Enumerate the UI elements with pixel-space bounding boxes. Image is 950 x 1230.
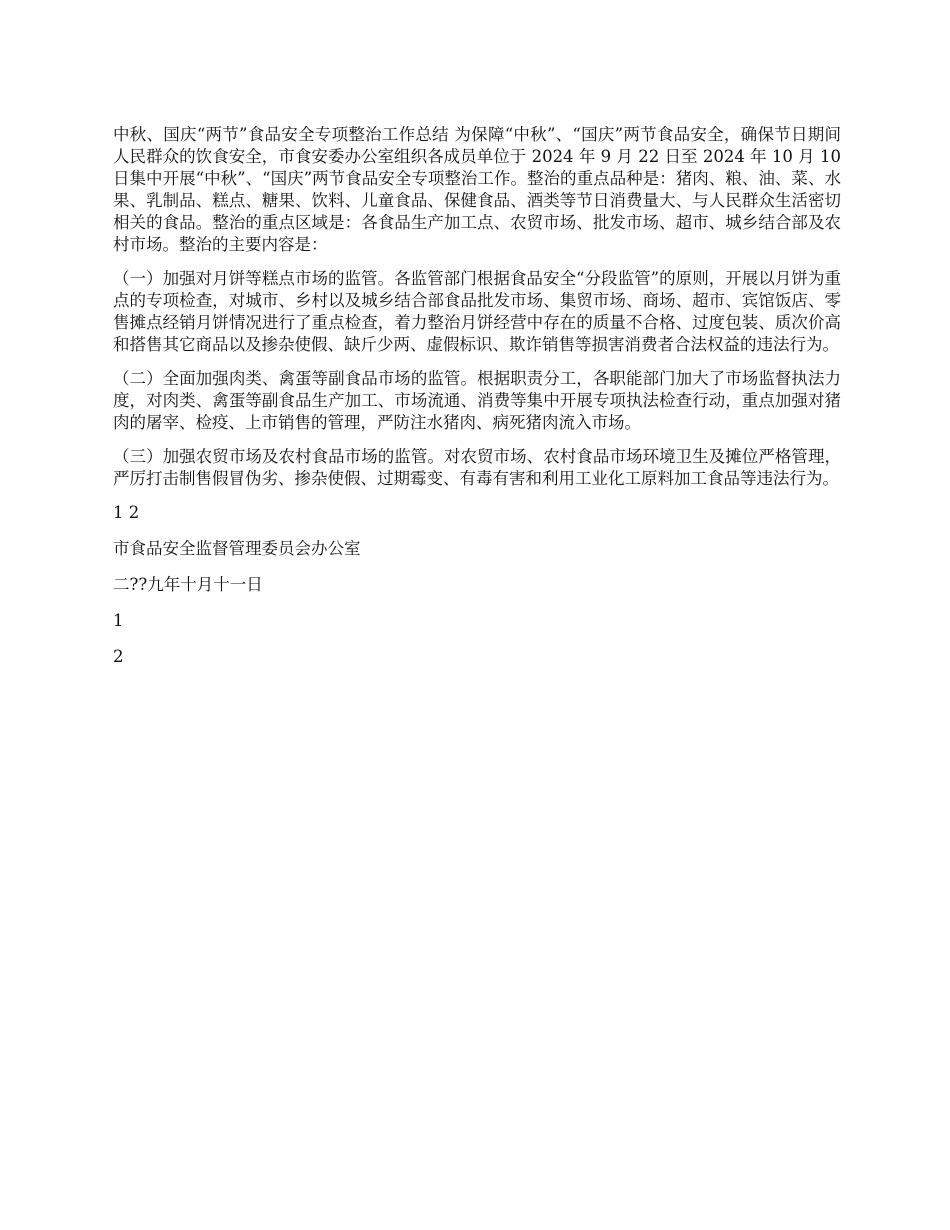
section-1-paragraph: （一）加强对月饼等糕点市场的监管。各监管部门根据食品安全“分段监管”的原则，开展以月饼为重点的专项检查，对城市、乡村以及城乡结合部食品批发市场、集贸市场、商场、超市、宾馆饭店、零售摊点经销月饼情况进行了重点检查，着力整治月饼经营中存在的质量不合格、过度包装、质次价高和搭售其它商品以及掺杂使假、缺斤少两、虚假标识、欺诈销售等损害消费者合法权益的违法行为。 (113, 269, 841, 354)
page-number-1: 1 (113, 611, 124, 630)
page-numbers-inline: 1 2 (113, 503, 140, 522)
intro-paragraph: 中秋、国庆“两节”食品安全专项整治工作总结 为保障“中秋”、“国庆”两节食品安全，确保节日期间人民群众的饮食安全，市食安委办公室组织各成员单位于 2024 年 9 月 22 日至 2024 年 10 月 10 日集中开展“中秋”、“国庆”两节食品安全专项整治工作。整治的重点品种是：猪肉、粮、油、菜、水果、乳制品、糕点、糖果、饮料、儿童食品、保健食品、酒类等节日消费量大、与人民群众生活密切相关的食品。整治的重点区域是：各食品生产加工点、农贸市场、批发市场、超市、城乡结合部及农村市场。整治的主要内容是： (113, 125, 841, 254)
section-3-paragraph: （三）加强农贸市场及农村食品市场的监管。对农贸市场、农村食品市场环境卫生及摊位严格管理，严厉打击制售假冒伪劣、掺杂使假、过期霉变、有毒有害和利用工业化工原料加工食品等违法行为。 (113, 447, 841, 488)
section-2-paragraph: （二）全面加强肉类、禽蛋等副食品市场的监管。根据职责分工，各职能部门加大了市场监督执法力度，对肉类、禽蛋等副食品生产加工、市场流通、消费等集中开展专项执法检查行动，重点加强对猪肉的屠宰、检疫、上市销售的管理，严防注水猪肉、病死猪肉流入市场。 (113, 369, 841, 432)
signature-organization: 市食品安全监督管理委员会办公室 (113, 539, 361, 558)
signature-date: 二??九年十月十一日 (113, 575, 263, 594)
page-number-2: 2 (113, 647, 124, 666)
document-page (113, 124, 841, 682)
